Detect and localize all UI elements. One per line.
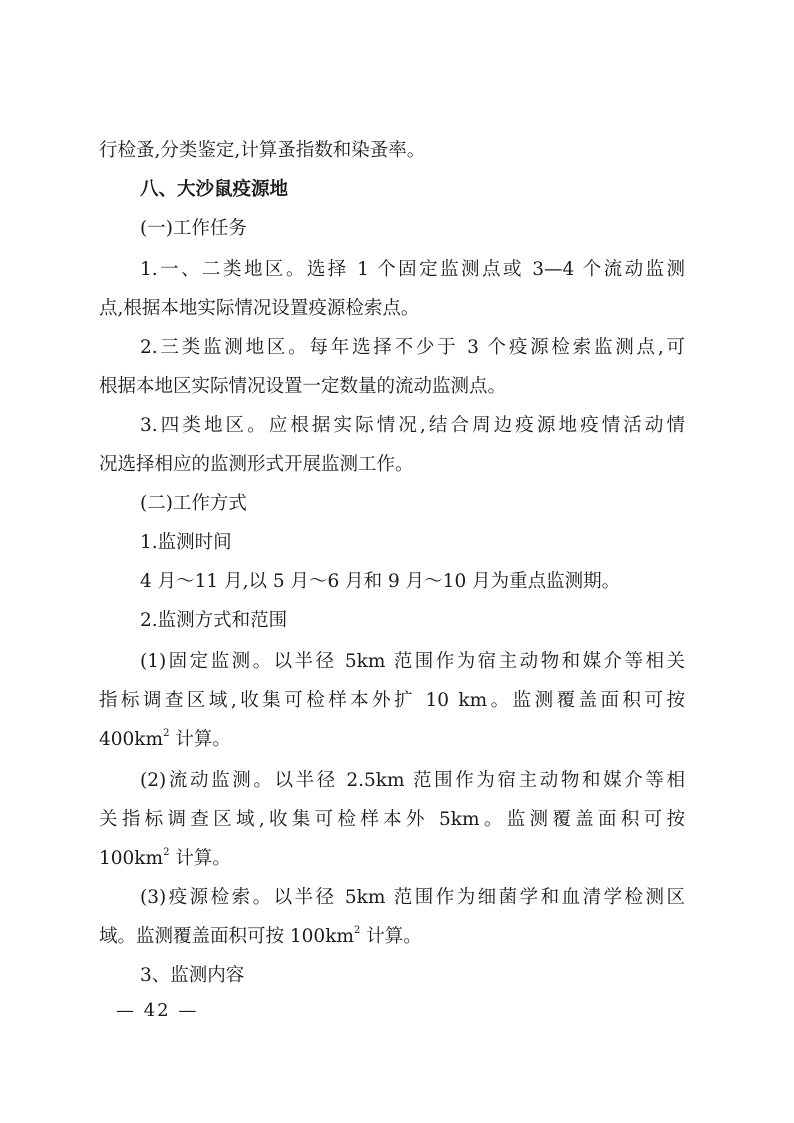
- paragraph-line: 1.一、二类地区。选择 1 个固定监测点或 3—4 个流动监测: [140, 259, 685, 280]
- area-suffix: 计算。: [366, 926, 422, 947]
- area-value: 400km: [99, 729, 164, 750]
- area-text: 域。监测覆盖面积可按 100km: [99, 926, 354, 947]
- section-heading: 八、大沙鼠疫源地: [140, 179, 289, 200]
- superscript: 2: [353, 924, 361, 936]
- paragraph-line: [99, 846, 685, 872]
- paragraph-line: 指标调查区域,收集可检样本外扩 10 km。监测覆盖面积可按: [99, 690, 685, 711]
- paragraph-line: 关指标调查区域,收集可检样本外 5km。监测覆盖面积可按: [99, 809, 685, 830]
- paragraph-line: (2)流动监测。以半径 2.5km 范围作为宿主动物和媒介等相: [140, 770, 685, 791]
- superscript: 2: [163, 846, 170, 858]
- area-suffix: 计算。: [175, 729, 231, 750]
- paragraph-line: [99, 924, 685, 950]
- subsection-heading-methods: (二)工作方式: [140, 493, 247, 514]
- paragraph-line: 根据本地区实际情况设置一定数量的流动监测点。: [99, 376, 507, 397]
- superscript: 2: [163, 727, 170, 739]
- item-heading: 1.监测时间: [140, 532, 232, 553]
- paragraph-line: [99, 727, 685, 753]
- paragraph-line: 4 月～11 月,以 5 月～6 月和 9 月～10 月为重点监测期。: [140, 571, 621, 592]
- paragraph-line: 况选择相应的监测形式开展监测工作。: [99, 454, 414, 475]
- paragraph-line: 点,根据本地实际情况设置疫源检索点。: [99, 298, 420, 319]
- area-value: 100km: [99, 848, 164, 869]
- paragraph-line: (3)疫源检索。以半径 5km 范围作为细菌学和血清学检测区: [140, 887, 685, 908]
- page-number: — 42 —: [116, 1000, 199, 1021]
- subsection-heading-tasks: (一)工作任务: [140, 218, 247, 239]
- area-suffix: 计算。: [175, 848, 231, 869]
- paragraph-line: (1)固定监测。以半径 5km 范围作为宿主动物和媒介等相关: [140, 651, 685, 672]
- item-heading: 3、监测内容: [140, 965, 245, 986]
- item-heading: 2.监测方式和范围: [140, 610, 288, 631]
- paragraph-line: 2.三类监测地区。每年选择不少于 3 个疫源检索监测点,可: [140, 337, 685, 358]
- text-line-continuation: 行检蚤,分类鉴定,计算蚤指数和染蚤率。: [99, 140, 426, 161]
- paragraph-line: 3.四类地区。应根据实际情况,结合周边疫源地疫情活动情: [140, 415, 685, 436]
